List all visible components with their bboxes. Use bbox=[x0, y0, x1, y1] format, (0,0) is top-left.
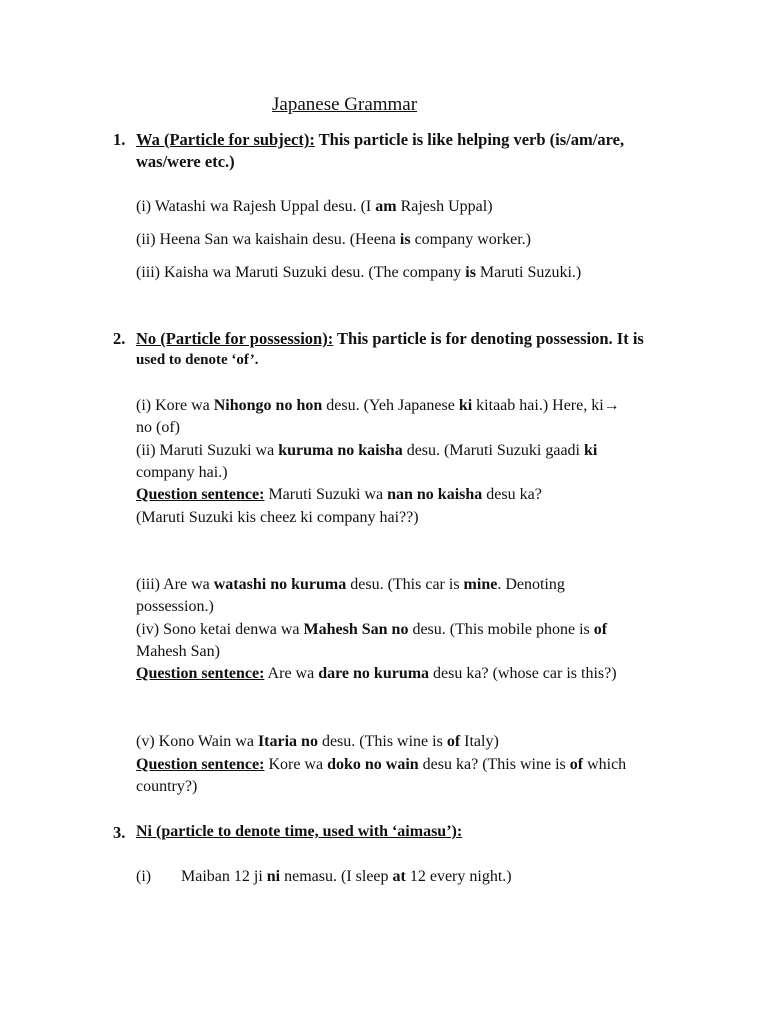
example-line bbox=[136, 868, 151, 886]
bold-text: watashi no kuruma bbox=[213, 576, 347, 593]
text: (iii) Are wa bbox=[136, 576, 214, 593]
question-line bbox=[136, 486, 542, 504]
example-line: Mahesh San) bbox=[136, 643, 220, 660]
bold-text: dare no kuruma bbox=[318, 665, 430, 682]
text: (i) Watashi wa Rajesh Uppal desu. (I bbox=[136, 198, 376, 215]
bold-text: ki bbox=[458, 397, 473, 414]
example-line bbox=[136, 442, 597, 460]
example-line bbox=[181, 868, 512, 886]
text: Maruti Suzuki wa bbox=[264, 486, 388, 503]
bold-text: Mahesh San no bbox=[303, 621, 409, 638]
bold-text: doko no wain bbox=[327, 756, 419, 773]
question-label: Question sentence: bbox=[136, 486, 265, 503]
text: desu. (This car is bbox=[346, 576, 464, 593]
text: desu ka? (This wine is bbox=[418, 756, 570, 773]
text: Rajesh Uppal) bbox=[396, 198, 493, 215]
example-line: possession.) bbox=[136, 598, 214, 615]
section-number: 1. bbox=[113, 130, 126, 149]
text: which bbox=[583, 756, 627, 773]
heading-underlined: No (Particle for possession): bbox=[136, 329, 334, 348]
question-line bbox=[136, 756, 626, 774]
question-line bbox=[136, 665, 617, 683]
example-index: (i) bbox=[136, 868, 152, 885]
bold-text: of bbox=[593, 621, 608, 638]
bold-text: of bbox=[446, 733, 461, 750]
heading-text: This particle is for denoting possession. It is bbox=[333, 329, 644, 348]
question-label: Question sentence: bbox=[136, 665, 265, 682]
section-number: 3. bbox=[113, 823, 126, 842]
section-heading-cont: was/were etc.) bbox=[136, 152, 235, 171]
text: desu ka? bbox=[482, 486, 542, 503]
section-heading bbox=[136, 130, 624, 150]
text: Are wa bbox=[264, 665, 319, 682]
text: desu. (This wine is bbox=[317, 733, 447, 750]
bold-text: is bbox=[465, 264, 476, 281]
example-line bbox=[136, 733, 499, 751]
text: (ii) Heena San wa kaishain desu. (Heena bbox=[136, 231, 400, 248]
example-line bbox=[136, 231, 531, 249]
bold-text: Itaria no bbox=[257, 733, 318, 750]
text: desu. (Yeh Japanese bbox=[322, 397, 459, 414]
text: 12 every night.) bbox=[405, 868, 512, 885]
example-line bbox=[136, 576, 565, 594]
example-line: country?) bbox=[136, 778, 198, 795]
section-heading bbox=[136, 329, 644, 349]
heading-underlined: Wa (Particle for subject): bbox=[136, 130, 315, 149]
example-line: no (of) bbox=[136, 419, 180, 436]
example-line bbox=[136, 397, 620, 415]
right-arrow-icon: → bbox=[603, 397, 620, 414]
text: Maiban 12 ji bbox=[181, 868, 267, 885]
text: (iii) Kaisha wa Maruti Suzuki desu. (The company bbox=[136, 264, 466, 281]
text: (i) Kore wa bbox=[136, 397, 214, 414]
bold-text: am bbox=[375, 198, 397, 215]
section-heading: Ni (particle to denote time, used with ‘aimasu’): bbox=[136, 823, 463, 840]
text: nemasu. (I sleep bbox=[280, 868, 393, 885]
text: . Denoting bbox=[497, 576, 565, 593]
text: (ii) Maruti Suzuki wa bbox=[136, 442, 279, 459]
question-label: Question sentence: bbox=[136, 756, 265, 773]
text: (iv) Sono ketai denwa wa bbox=[136, 621, 304, 638]
example-line bbox=[136, 621, 607, 639]
bold-text: ni bbox=[266, 868, 281, 885]
example-line: (Maruti Suzuki kis cheez ki company hai??) bbox=[136, 509, 419, 526]
example-line bbox=[136, 198, 493, 216]
bold-text: nan no kaisha bbox=[387, 486, 483, 503]
heading-text: This particle is like helping verb (is/am/are, bbox=[314, 130, 625, 149]
text: (v) Kono Wain wa bbox=[136, 733, 258, 750]
section-number: 2. bbox=[113, 329, 126, 348]
text: Italy) bbox=[460, 733, 499, 750]
text: Kore wa bbox=[264, 756, 328, 773]
text: desu. (Maruti Suzuki gaadi bbox=[402, 442, 584, 459]
text: kitaab hai.) Here, ki bbox=[472, 397, 604, 414]
bold-text: mine bbox=[463, 576, 498, 593]
bold-text: is bbox=[399, 231, 411, 248]
bold-text: ki bbox=[584, 442, 598, 459]
bold-text: kuruma no kaisha bbox=[278, 442, 403, 459]
bold-text: at bbox=[392, 868, 406, 885]
section-heading-cont: used to denote ‘of’. bbox=[136, 352, 259, 368]
text: Maruti Suzuki.) bbox=[475, 264, 582, 281]
text: desu ka? (whose car is this?) bbox=[429, 665, 617, 682]
example-line bbox=[136, 264, 581, 282]
page-title: Japanese Grammar bbox=[272, 94, 418, 115]
text: company worker.) bbox=[410, 231, 531, 248]
example-line: company hai.) bbox=[136, 464, 228, 481]
bold-text: Nihongo no hon bbox=[213, 397, 323, 414]
text: desu. (This mobile phone is bbox=[408, 621, 594, 638]
bold-text: of bbox=[569, 756, 584, 773]
